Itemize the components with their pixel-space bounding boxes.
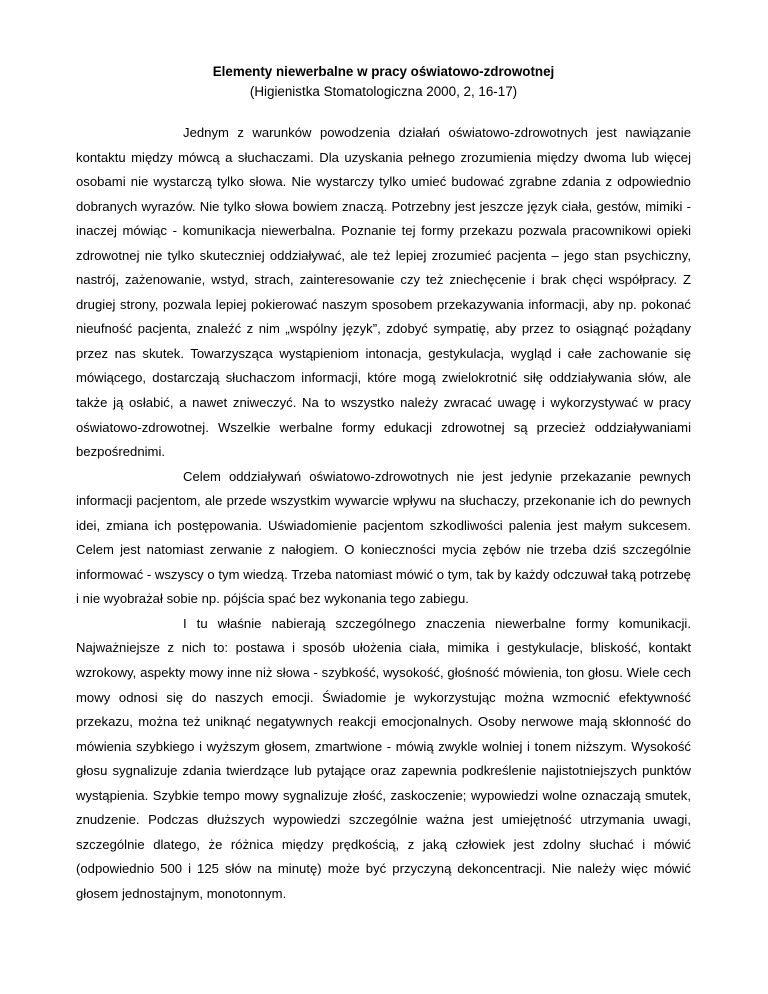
document-source: (Higienistka Stomatologiczna 2000, 2, 16-17) xyxy=(249,84,518,99)
document-title: Elementy niewerbalne w pracy oświatowo-zdrowotnej xyxy=(212,64,555,79)
paragraph-1: Jednym z warunków powodzenia działań oświatowo-zdrowotnych jest nawiązanie kontaktu między mówcą a słuchaczami. Dla uzyskania pełnego zrozumienia między dwoma lub więcej osobami nie wystarczą tylko słowa. Nie wystarczy tylko umieć budować zgrabne zdania z odpowiednio dobranych wyrazów. Nie tylko słowa bowiem znaczą. Potrzebny jest jeszcze język ciała, gestów, mimiki - inaczej mówiąc - komunikacja niewerbalna. Poznanie tej formy przekazu pozwala pracownikowi opieki zdrowotnej nie tylko skuteczniej oddziaływać, ale też lepiej zrozumieć pacjenta – jego stan psychiczny, nastrój, zażenowanie, wstyd, strach, zainteresowanie czy też zniechęcenie i brak chęci współpracy. Z drugiej strony, pozwala lepiej pokierować naszym sposobem przekazywania informacji, aby np. pokonać nieufność pacjenta, znaleźć z nim „wspólny język”, zdobyć sympatię, aby przez to osiągnąć pożądany przez nas skutek. Towarzysząca wystąpieniom intonacja, gestykulacja, wygląd i całe zachowanie się mówiącego, dostarczają słuchaczom informacji, które mogą zwielokrotnić siłę oddziaływania słów, ale także ją osłabić, a nawet zniweczyć. Na to wszystko należy zwracać uwagę i wykorzystywać w pracy oświatowo-zdrowotnej. Wszelkie werbalne formy edukacji zdrowotnej są przecież oddziaływaniami bezpośrednimi. xyxy=(76,125,691,460)
paragraph-2: Celem oddziaływań oświatowo-zdrowotnych nie jest jedynie przekazanie pewnych informacji pacjentom, ale przede wszystkim wywarcie wpływu na słuchaczy, przekonanie ich do pewnych idei, zmiana ich postępowania. Uświadomienie pacjentom szkodliwości palenia jest małym sukcesem. Celem jest natomiast zerwanie z nałogiem. O konieczności mycia zębów nie trzeba dziś szczególnie informować - wszyscy o tym wiedzą. Trzeba natomiast mówić o tym, tak by każdy odczuwał taką potrzebę i nie wyobrażał sobie np. pójścia spać bez wykonania tego zabiegu. xyxy=(76,468,691,607)
paragraph-3: I tu właśnie nabierają szczególnego znaczenia niewerbalne formy komunikacji. Najważniejsze z nich to: postawa i sposób ułożenia ciała, mimika i gestykulacje, bliskość, kontakt wzrokowy, aspekty mowy inne niż słowa - szybkość, wysokość, głośność mówienia, ton głosu. Wiele cech mowy odnosi się do naszych emocji. Świadomie je wykorzystując można wzmocnić efektywność przekazu, można też uniknąć negatywnych reakcji emocjonalnych. Osoby nerwowe mają skłonność do mówienia szybkiego i wyższym głosem, zmartwione - mówią zwykle wolniej i tonem niższym. Wysokość głosu sygnalizuje zdania twierdzące lub pytające oraz zapewnia podkreślenie najistotniejszych punktów wystąpienia. Szybkie tempo mowy sygnalizuje złość, zaskoczenie; wypowiedzi wolne oznaczają smutek, znudzenie. Podczas dłuższych wypowiedzi szczególnie ważna jest umiejętność utrzymania uwagi, szczególnie dlatego, że różnica między prędkością, z jaką człowiek jest zdolny słuchać i mówić (odpowiednio 500 i 125 słów na minutę) może być przyczyną dekoncentracji. Nie należy więc mówić głosem jednostajnym, monotonnym. xyxy=(76,615,691,901)
document-page xyxy=(76,62,691,907)
